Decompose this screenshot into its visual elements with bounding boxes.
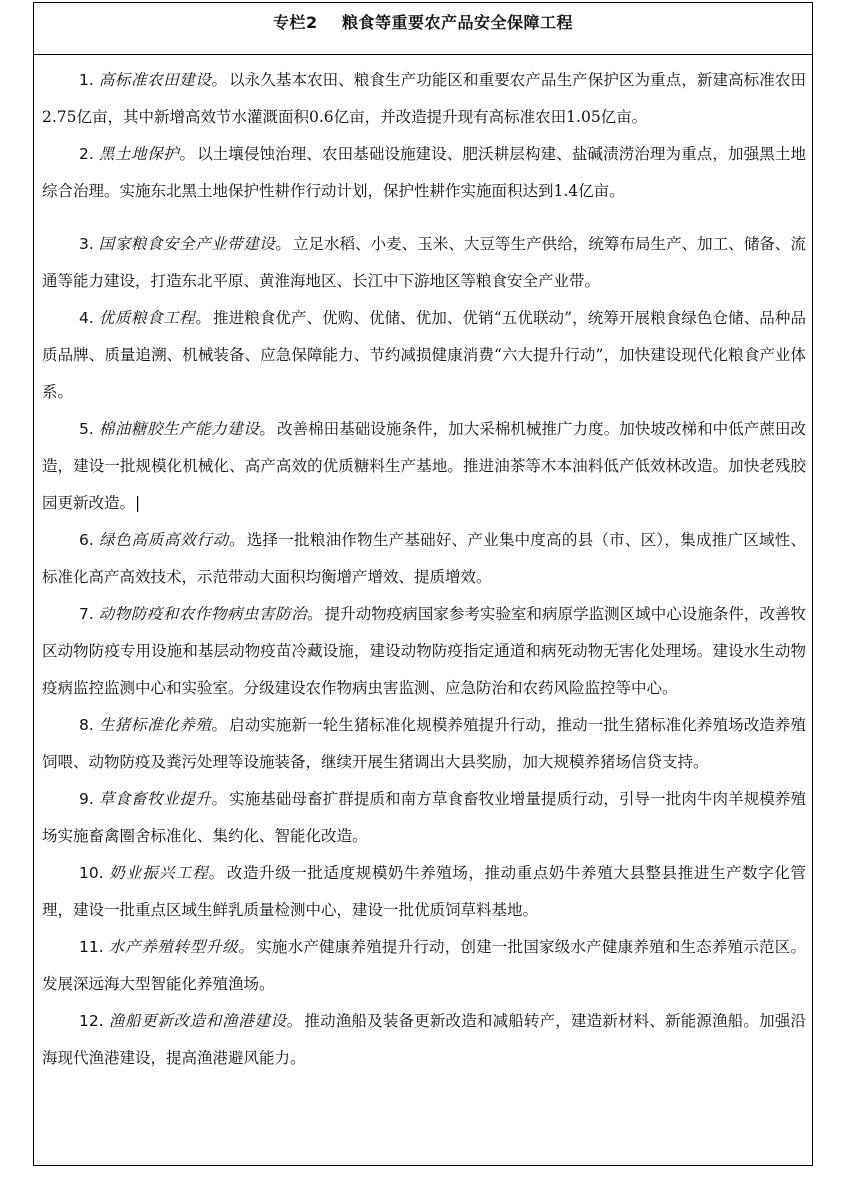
item-number: 6. [79, 531, 94, 549]
item-heading: 绿色高质高效行动 [98, 531, 230, 549]
item-heading: 渔船更新改造和渔港建设 [108, 1012, 287, 1030]
item-2: 2. 黑土地保护。 以土壤侵蚀治理、农田基础设施建设、肥沃耕层构建、盐碱渍涝治理为重点，加强黑土地综合治理。实施东北黑土地保护性耕作行动计划，保护性耕作实施面积达到1.4亿亩。 [42, 145, 806, 200]
item-heading: 国家粮食安全产业带建设 [98, 235, 276, 253]
item-number: 3. [79, 235, 94, 253]
item-9: 9. 草食畜牧业提升。 实施基础母畜扩群提质和南方草食畜牧业增量提质行动，引导一批肉牛肉羊规模养殖场实施畜禽圈舍标准化、集约化、智能化改造。 [42, 790, 806, 845]
item-number: 8. [79, 716, 94, 734]
item-body: 推动渔船及装备更新改造和减船转产，建造新材料、新能源渔船。加强沿海现代渔港建设，提高渔港避风能力。 [42, 1012, 806, 1067]
box-body [34, 55, 812, 1077]
item-12: 12. 渔船更新改造和渔港建设。 推动渔船及装备更新改造和减船转产，建造新材料、新能源渔船。加强沿海现代渔港建设，提高渔港避风能力。 [42, 1012, 806, 1067]
item-heading: 高标准农田建设 [98, 71, 212, 89]
item-body: 实施基础母畜扩群提质和南方草食畜牧业增量提质行动，引导一批肉牛肉羊规模养殖场实施畜禽圈舍标准化、集约化、智能化改造。 [42, 790, 806, 845]
item-number: 10. [79, 864, 104, 882]
item-heading: 生猪标准化养殖 [98, 716, 212, 734]
item-3: 3. 国家粮食安全产业带建设。 立足水稻、小麦、玉米、大豆等生产供给，统筹布局生产、加工、储备、流通等能力建设，打造东北平原、黄淮海地区、长江中下游地区等粮食安全产业带。 [42, 235, 806, 290]
item-11: 11. 水产养殖转型升级。 实施水产健康养殖提升行动，创建一批国家级水产健康养殖和生态养殖示范区。发展深远海大型智能化养殖渔场。 [42, 938, 806, 993]
item-7: 7. 动物防疫和农作物病虫害防治。 提升动物疫病国家参考实验室和病原学监测区域中心设施条件，改善牧区动物防疫专用设施和基层动物疫苗冷藏设施，建设动物防疫指定通道和病死动物无害化处理场。建设水生动物疫病监控监测中心和实验室。分级建设农作物病虫害监测、应急防治和农药风险监控等中心。 [42, 605, 806, 697]
item-body: 改善棉田基础设施条件，加大采棉机械推广力度。加快坡改梯和中低产蔗田改造，建设一批规模化机械化、高产高效的优质糖料生产基地。推进油茶等木本油料低产低效林改造。加快老残胶园更新改造。| [42, 420, 806, 512]
box-header [34, 3, 812, 55]
item-1: 1. 高标准农田建设。 以永久基本农田、粮食生产功能区和重要农产品生产保护区为重点，新建高标准农田2.75亿亩，其中新增高效节水灌溉面积0.6亿亩，并改造提升现有高标准农田1.05亿亩。 [42, 71, 806, 126]
item-heading: 黑土地保护 [98, 145, 180, 163]
feature-box [33, 2, 813, 1166]
item-8: 8. 生猪标准化养殖。 启动实施新一轮生猪标准化规模养殖提升行动，推动一批生猪标准化养殖场改造养殖饲喂、动物防疫及粪污处理等设施装备，继续开展生猪调出大县奖励，加大规模养猪场信贷支持。 [42, 716, 806, 771]
item-4: 4. 优质粮食工程。 推进粮食优产、优购、优储、优加、优销“五优联动”，统筹开展粮食绿色仓储、品种品质品牌、质量追溯、机械装备、应急保障能力、节约减损健康消费“六大提升行动”，加快建设现代化粮食产业体系。 [42, 309, 806, 401]
item-number: 12. [79, 1012, 104, 1030]
item-body: 改造升级一批适度规模奶牛养殖场，推动重点奶牛养殖大县整县推进生产数字化管理，建设一批重点区域生鲜乳质量检测中心，建设一批优质饲草料基地。 [42, 864, 806, 919]
item-heading: 草食畜牧业提升 [98, 790, 212, 808]
item-body: 启动实施新一轮生猪标准化规模养殖提升行动，推动一批生猪标准化养殖场改造养殖饲喂、动物防疫及粪污处理等设施装备，继续开展生猪调出大县奖励，加大规模养猪场信贷支持。 [42, 716, 806, 771]
item-10: 10. 奶业振兴工程。 改造升级一批适度规模奶牛养殖场，推动重点奶牛养殖大县整县推进生产数字化管理，建设一批重点区域生鲜乳质量检测中心，建设一批优质饲草料基地。 [42, 864, 806, 919]
item-body: 推进粮食优产、优购、优储、优加、优销“五优联动”，统筹开展粮食绿色仓储、品种品质品牌、质量追溯、机械装备、应急保障能力、节约减损健康消费“六大提升行动”，加快建设现代化粮食产业体系。 [42, 309, 806, 401]
item-number: 2. [79, 145, 94, 163]
item-body: 提升动物疫病国家参考实验室和病原学监测区域中心设施条件，改善牧区动物防疫专用设施和基层动物疫苗冷藏设施，建设动物防疫指定通道和病死动物无害化处理场。建设水生动物疫病监控监测中心和实验室。分级建设农作物病虫害监测、应急防治和农药风险监控等中心。 [42, 605, 806, 697]
item-heading: 棉油糖胶生产能力建设 [98, 420, 260, 438]
item-body: 选择一批粮油作物生产基础好、产业集中度高的县（市、区），集成推广区域性、标准化高产高效技术，示范带动大面积均衡增产增效、提质增效。 [42, 531, 806, 586]
item-body: 以土壤侵蚀治理、农田基础设施建设、肥沃耕层构建、盐碱渍涝治理为重点，加强黑土地综合治理。实施东北黑土地保护性耕作行动计划，保护性耕作实施面积达到1.4亿亩。 [42, 145, 806, 200]
item-5: 5. 棉油糖胶生产能力建设。 改善棉田基础设施条件，加大采棉机械推广力度。加快坡改梯和中低产蔗田改造，建设一批规模化机械化、高产高效的优质糖料生产基地。推进油茶等木本油料低产低效林改造。加快老残胶园更新改造。| [42, 420, 806, 512]
item-body: 实施水产健康养殖提升行动，创建一批国家级水产健康养殖和生态养殖示范区。发展深远海大型智能化养殖渔场。 [42, 938, 806, 993]
item-number: 5. [79, 420, 94, 438]
item-heading: 优质粮食工程 [98, 309, 196, 327]
item-number: 11. [79, 938, 104, 956]
item-number: 1. [79, 71, 94, 89]
item-heading: 动物防疫和农作物病虫害防治 [98, 605, 308, 623]
box-title: 专栏2 粮食等重要农产品安全保障工程 [273, 13, 573, 32]
item-heading: 水产养殖转型升级 [108, 938, 239, 956]
item-heading: 奶业振兴工程 [109, 864, 209, 882]
item-body: 立足水稻、小麦、玉米、大豆等生产供给，统筹布局生产、加工、储备、流通等能力建设，打造东北平原、黄淮海地区、长江中下游地区等粮食安全产业带。 [42, 235, 806, 290]
item-body: 以永久基本农田、粮食生产功能区和重要农产品生产保护区为重点，新建高标准农田2.75亿亩，其中新增高效节水灌溉面积0.6亿亩，并改造提升现有高标准农田1.05亿亩。 [42, 71, 806, 126]
item-number: 4. [79, 309, 94, 327]
item-number: 7. [79, 605, 94, 623]
item-number: 9. [79, 790, 94, 808]
item-6: 6. 绿色高质高效行动。 选择一批粮油作物生产基础好、产业集中度高的县（市、区），集成推广区域性、标准化高产高效技术，示范带动大面积均衡增产增效、提质增效。 [42, 531, 806, 586]
